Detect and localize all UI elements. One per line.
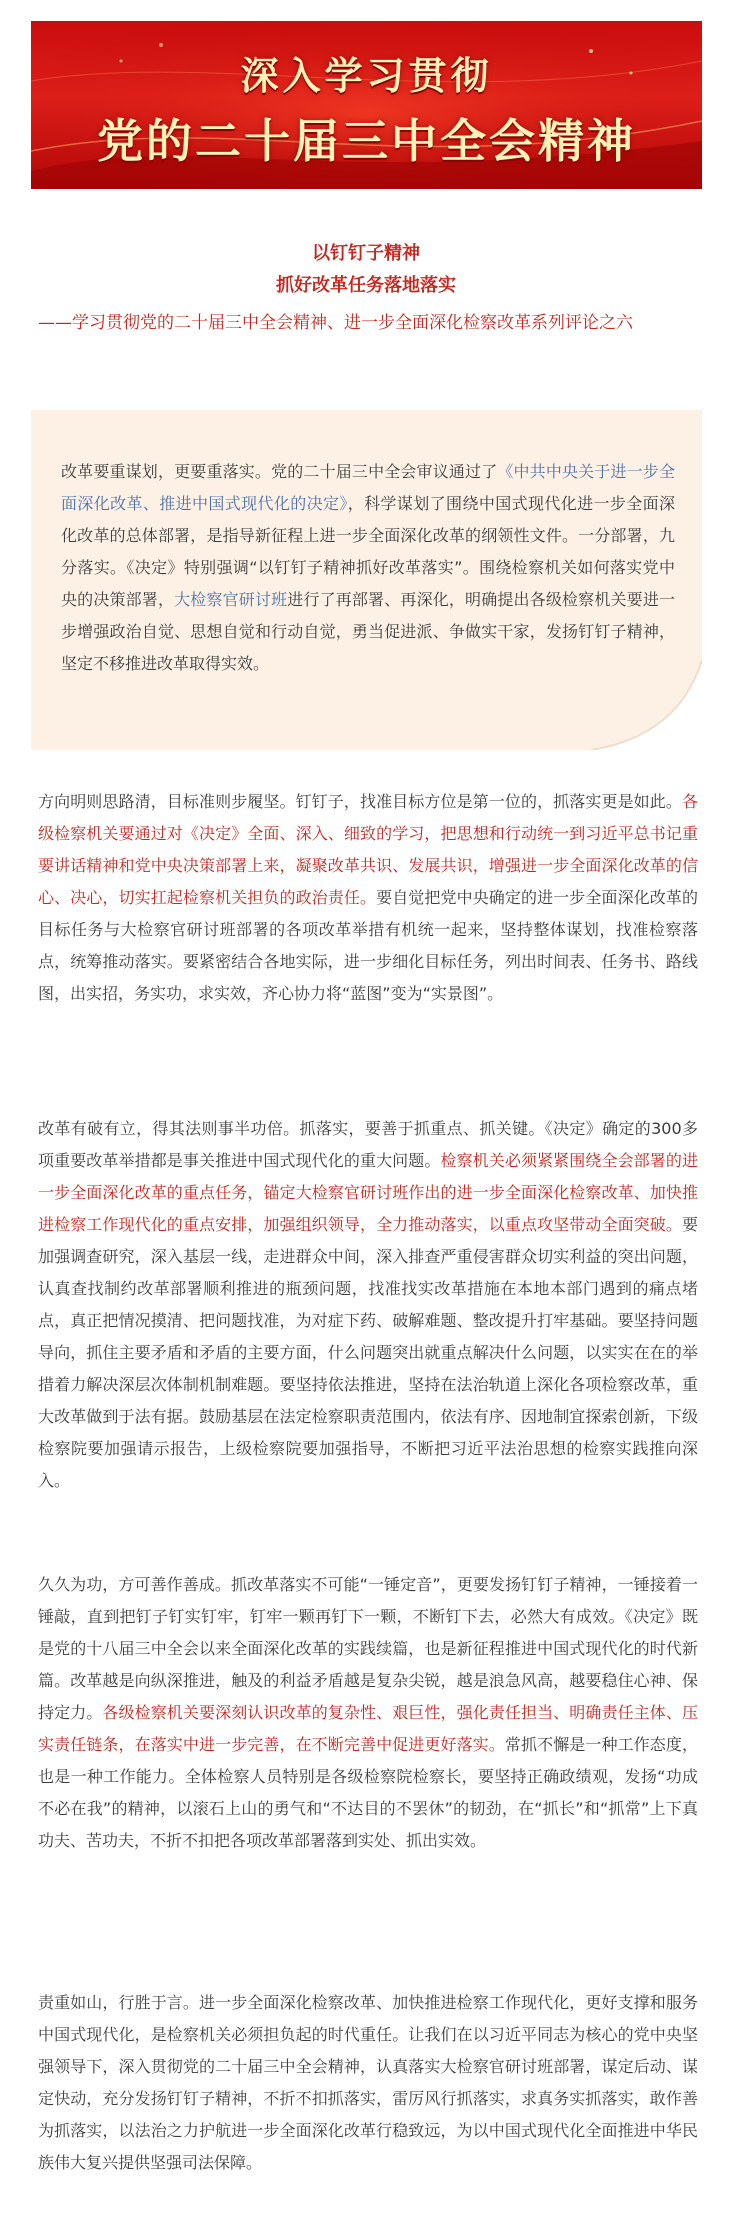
- paragraph-text: 要自觉把党中央确定的进一步全面深化改革的目标任务与大检察官研讨班部署的各项改革举措有机统一起来，坚持整体谋划，找准检察落点，统筹推动落实。要紧密结合各地实际，进一步细化目标任务，列出时间表、任务书、路线图，出实招，务实功，求实效，齐心协力将“蓝图”变为“实景图”。: [38, 888, 698, 1003]
- intro-box: [31, 410, 702, 750]
- intro-text-1: 改革要重谋划，更要重落实。党的二十届三中全会审议通过了: [61, 462, 498, 481]
- banner-title-line1: 深入学习贯彻: [240, 54, 493, 98]
- decision-link[interactable]: 《中共中央关于进一步全面深化改革、推进中国式现代化的决定》: [61, 462, 675, 513]
- article-subtitle: ——学习贯彻党的二十届三中全会精神、进一步全面深化检察改革系列评论之六: [38, 313, 633, 333]
- body-paragraph-3: [38, 1569, 698, 1857]
- highlight-text: 检察机关必须紧紧围绕全会部署的进一步全面深化改革的重点任务，锚定大检察官研讨班作出的进一步全面深化检察改革、加快推进检察工作现代化的重点安排，加强组织领导，全力推动落实，以重点攻坚带动全面突破。: [38, 1151, 698, 1234]
- article-title-line2: 抓好改革任务落地落实: [276, 275, 456, 296]
- seminar-link[interactable]: 大检察官研讨班: [174, 590, 288, 609]
- article-title: [0, 238, 732, 302]
- highlight-text: 各级检察机关要通过对《决定》全面、深入、细致的学习，把思想和行动统一到习近平总书记重要讲话精神和党中央决策部署上来，凝聚改革共识、发展共识，增强进一步全面深化改革的信心、决心，切实扛起检察机关担负的政治责任。: [38, 792, 698, 907]
- banner-title-line2: 党的二十届三中全会精神: [97, 114, 636, 168]
- paragraph-text: 改革有破有立，得其法则事半功倍。抓落实，要善于抓重点、抓关键。《决定》确定的300多项重要改革举措都是事关推进中国式现代化的重大问题。: [38, 1119, 698, 1170]
- body-paragraph-4: [38, 1987, 698, 2179]
- article-title-line1: 以钉钉子精神: [312, 243, 420, 264]
- paragraph-text: 要加强调查研究，深入基层一线，走进群众中间，深入排查严重侵害群众切实利益的突出问题，认真查找制约改革部署顺利推进的瓶颈问题，找准找实改革措施在本地本部门遇到的痛点堵点，真正把情况摸清、把问题找准，为对症下药、破解难题、整改提升打牢基础。要坚持问题导向，抓住主要矛盾和矛盾的主要方面，什么问题突出就重点解决什么问题，以实实在在的举措着力解决深层次体制机制难题。要坚持依法推进，坚持在法治轨道上深化各项检察改革，重大改革做到于法有据。鼓励基层在法定检察职责范围内，依法有序、因地制宜探索创新，下级检察院要加强请示报告，上级检察院要加强指导，不断把习近平法治思想的检察实践推向深入。: [38, 1215, 698, 1490]
- paragraph-text: 方向明则思路清，目标准则步履坚。钉钉子，找准目标方位是第一位的，抓落实更是如此。: [38, 792, 682, 811]
- header-banner: [31, 21, 702, 189]
- paragraph-text: 常抓不懈是一种工作态度，也是一种工作能力。全体检察人员特别是各级检察院检察长，要坚持正确政绩观，发扬“功成不必在我”的精神，以滚石上山的勇气和“不达目的不罢休”的韧劲，在“抓长”和“抓常”上下真功夫、苦功夫，不折不扣把各项改革部署落到实处、抓出实效。: [38, 1735, 698, 1850]
- paragraph-text: 久久为功，方可善作善成。抓改革落实不可能“一锤定音”，更要发扬钉钉子精神，一锤接着一锤敲，直到把钉子钉实钉牢，钉牢一颗再钉下一颗，不断钉下去，必然大有成效。《决定》既是党的十八届三中全会以来全面深化改革的实践续篇，也是新征程推进中国式现代化的时代新篇。改革越是向纵深推进，触及的利益矛盾越是复杂尖锐，越是浪急风高，越要稳住心神、保持定力。: [38, 1575, 698, 1722]
- intro-text-3: 进行了再部署、再深化，明确提出各级检察机关要进一步增强政治自觉、思想自觉和行动自觉，勇当促进派、争做实干家，发扬钉钉子精神，坚定不移推进改革取得实效。: [61, 590, 675, 673]
- body-paragraph-2: [38, 1113, 698, 1497]
- body-paragraph-1: [38, 786, 698, 1010]
- highlight-text: 各级检察机关要深刻认识改革的复杂性、艰巨性，强化责任担当、明确责任主体、压实责任链条，在落实中进一步完善，在不断完善中促进更好落实。: [38, 1703, 698, 1754]
- paragraph-text: 责重如山，行胜于言。进一步全面深化检察改革、加快推进检察工作现代化，更好支撑和服务中国式现代化，是检察机关必须担负起的时代重任。让我们在以习近平同志为核心的党中央坚强领导下，深入贯彻党的二十届三中全会精神，认真落实大检察官研讨班部署，谋定后动、谋定快动，充分发扬钉钉子精神，不折不扣抓落实，雷厉风行抓落实，求真务实抓落实，敢作善为抓落实，以法治之力护航进一步全面深化改革行稳致远，为以中国式现代化全面推进中华民族伟大复兴提供坚强司法保障。: [38, 1993, 698, 2172]
- intro-paragraph: [61, 456, 675, 680]
- intro-text-2: ，科学谋划了围绕中国式现代化进一步全面深化改革的总体部署，是指导新征程上进一步全面深化改革的纲领性文件。一分部署，九分落实。《决定》特别强调“以钉钉子精神抓好改革落实”。围绕检察机关如何落实党中央的决策部署，: [61, 494, 675, 609]
